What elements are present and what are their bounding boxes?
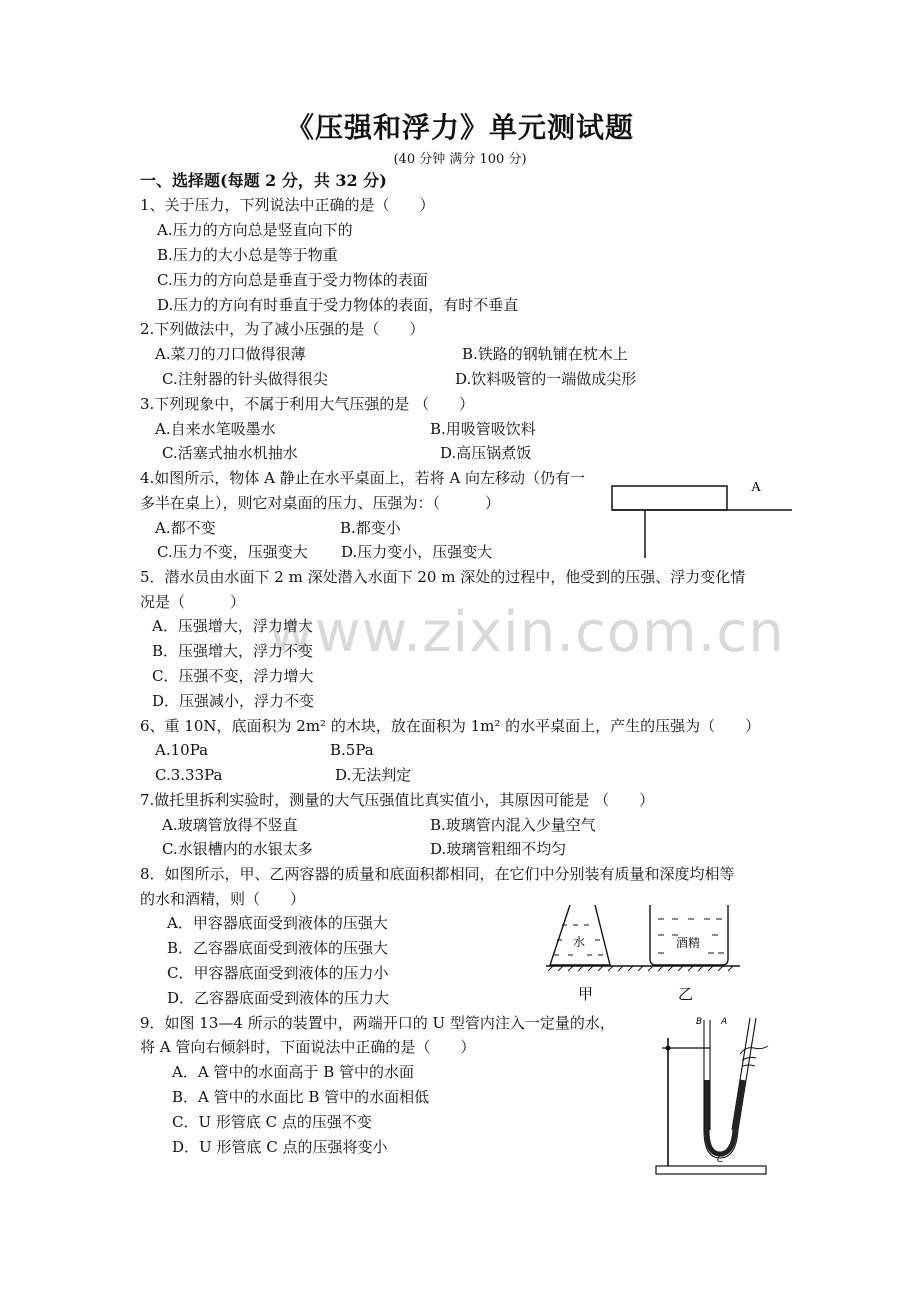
q9-label-c: C bbox=[717, 1155, 724, 1165]
q8-option-a: A．甲容器底面受到液体的压强大 bbox=[167, 914, 388, 932]
u-bottom-water bbox=[707, 1130, 735, 1154]
q7-option-b: B.玻璃管内混入少量空气 bbox=[430, 816, 596, 834]
q6-stem: 6、重 10N，底面积为 2m² 的木块，放在面积为 1m² 的水平桌面上，产生的压强为（ ） bbox=[140, 717, 761, 735]
q5-stem-line1: 5．潜水员由水面下 2 m 深处潜入水面下 20 m 深处的过程中，他受到的压强、浮力变化情 bbox=[140, 568, 746, 586]
q4-table-figure bbox=[600, 470, 800, 565]
q1-option-c: C.压力的方向总是垂直于受力物体的表面 bbox=[157, 271, 428, 289]
q7-option-a: A.玻璃管放得不竖直 bbox=[162, 816, 298, 834]
q8-label-alcohol: 酒精 bbox=[676, 936, 701, 950]
q4-option-c: C.压力不变，压强变大 bbox=[157, 543, 308, 561]
q2-stem: 2.下列做法中，为了减小压强的是（ ） bbox=[140, 320, 425, 338]
q4-figure-label: A bbox=[751, 480, 762, 495]
q9-option-a: A．A 管中的水面高于 B 管中的水面 bbox=[172, 1063, 414, 1081]
q4-option-b: B.都变小 bbox=[340, 519, 401, 537]
q1-option-b: B.压力的大小总是等于物重 bbox=[157, 246, 338, 264]
q8-stem-line2: 的水和酒精，则（ ） bbox=[140, 890, 306, 908]
q2-option-d: D.饮料吸管的一端做成尖形 bbox=[455, 370, 637, 388]
page-title: 《压强和浮力》单元测试题 bbox=[285, 111, 634, 144]
q3-option-a: A.自来水笔吸墨水 bbox=[155, 420, 276, 438]
q8-label-water: 水 bbox=[573, 935, 586, 949]
q6-option-b: B.5Pa bbox=[330, 741, 374, 759]
q8-option-c: C．甲容器底面受到液体的压力小 bbox=[167, 964, 389, 982]
q9-label-b: B bbox=[696, 1017, 703, 1027]
q5-option-a: A．压强增大，浮力增大 bbox=[152, 617, 313, 635]
q7-option-c: C.水银槽内的水银太多 bbox=[162, 840, 313, 858]
q9-option-c: C．U 形管底 C 点的压强不变 bbox=[172, 1113, 372, 1131]
q1-option-a: A.压力的方向总是竖直向下的 bbox=[157, 221, 353, 239]
clamp-knob bbox=[666, 1046, 671, 1051]
q7-stem: 7.做托里拆利实验时，测量的大气压强值比真实值小，其原因可能是 （ ） bbox=[140, 791, 655, 809]
q2-option-b: B.铁路的钢轨铺在枕木上 bbox=[462, 345, 628, 363]
tube-b-water bbox=[705, 1080, 710, 1130]
q5-option-b: B．压强增大，浮力不变 bbox=[152, 642, 314, 660]
q9-label-a: A bbox=[721, 1017, 728, 1027]
q9-u-tube-figure bbox=[648, 1008, 774, 1180]
q3-option-c: C.活塞式抽水机抽水 bbox=[162, 444, 298, 462]
q5-stem-line2: 况是（ ） bbox=[140, 593, 246, 611]
q4-option-a: A.都不变 bbox=[155, 519, 216, 537]
q6-option-a: A.10Pa bbox=[155, 741, 209, 759]
watermark: www.zixin.com.cn bbox=[268, 600, 785, 665]
q9-stem-line1: 9．如图 13—4 所示的装置中，两端开口的 U 型管内注入一定量的水， bbox=[140, 1014, 615, 1032]
q3-stem: 3.下列现象中，不属于利用大气压强的是 （ ） bbox=[140, 395, 475, 413]
q1-option-d: D.压力的方向有时垂直于受力物体的表面，有时不垂直 bbox=[157, 296, 519, 314]
q4-stem-line1: 4.如图所示，物体 A 静止在水平桌面上，若将 A 向左移动（仍有一 bbox=[140, 469, 586, 487]
q9-option-b: B．A 管中的水面比 B 管中的水面相低 bbox=[172, 1088, 430, 1106]
page-subtitle: (40 分钟 满分 100 分) bbox=[393, 152, 527, 167]
q2-option-c: C.注射器的针头做得很尖 bbox=[162, 370, 328, 388]
q4-block-a bbox=[612, 486, 727, 510]
q4-option-d: D.压力变小，压强变大 bbox=[341, 543, 493, 561]
q8-stem-line1: 8．如图所示，甲、乙两容器的质量和底面积都相同，在它们中分别装有质量和深度均相等 bbox=[140, 865, 735, 883]
q5-option-d: D．压强减小，浮力不变 bbox=[152, 692, 315, 710]
q7-option-d: D.玻璃管粗细不均匀 bbox=[430, 840, 567, 858]
q9-option-d: D．U 形管底 C 点的压强将变小 bbox=[172, 1138, 388, 1156]
q8-option-d: D．乙容器底面受到液体的压力大 bbox=[167, 989, 390, 1007]
q2-option-a: A.菜刀的刀口做得很薄 bbox=[155, 345, 306, 363]
q6-option-d: D.无法判定 bbox=[335, 766, 412, 784]
q6-option-c: C.3.33Pa bbox=[155, 766, 223, 784]
ground-hatch bbox=[548, 966, 733, 971]
q8-containers-figure bbox=[540, 895, 750, 1007]
section-heading: 一、选择题(每题 2 分，共 32 分) bbox=[140, 171, 387, 190]
stand-base bbox=[656, 1166, 766, 1174]
q8-label-yi: 乙 bbox=[678, 985, 694, 1003]
q1-stem: 1、关于压力，下列说法中正确的是（ ） bbox=[140, 196, 435, 214]
q3-option-d: D.高压锅煮饭 bbox=[440, 444, 532, 462]
q5-option-c: C．压强不变，浮力增大 bbox=[152, 667, 314, 685]
q8-option-b: B．乙容器底面受到液体的压强大 bbox=[167, 939, 389, 957]
q4-stem-line2: 多半在桌上），则它对桌面的压力、压强为：（ ） bbox=[140, 494, 501, 512]
q3-option-b: B.用吸管吸饮料 bbox=[430, 420, 536, 438]
q8-label-jia: 甲 bbox=[578, 985, 594, 1003]
q9-stem-line2: 将 A 管向右倾斜时，下面说法中正确的是（ ） bbox=[140, 1038, 476, 1056]
